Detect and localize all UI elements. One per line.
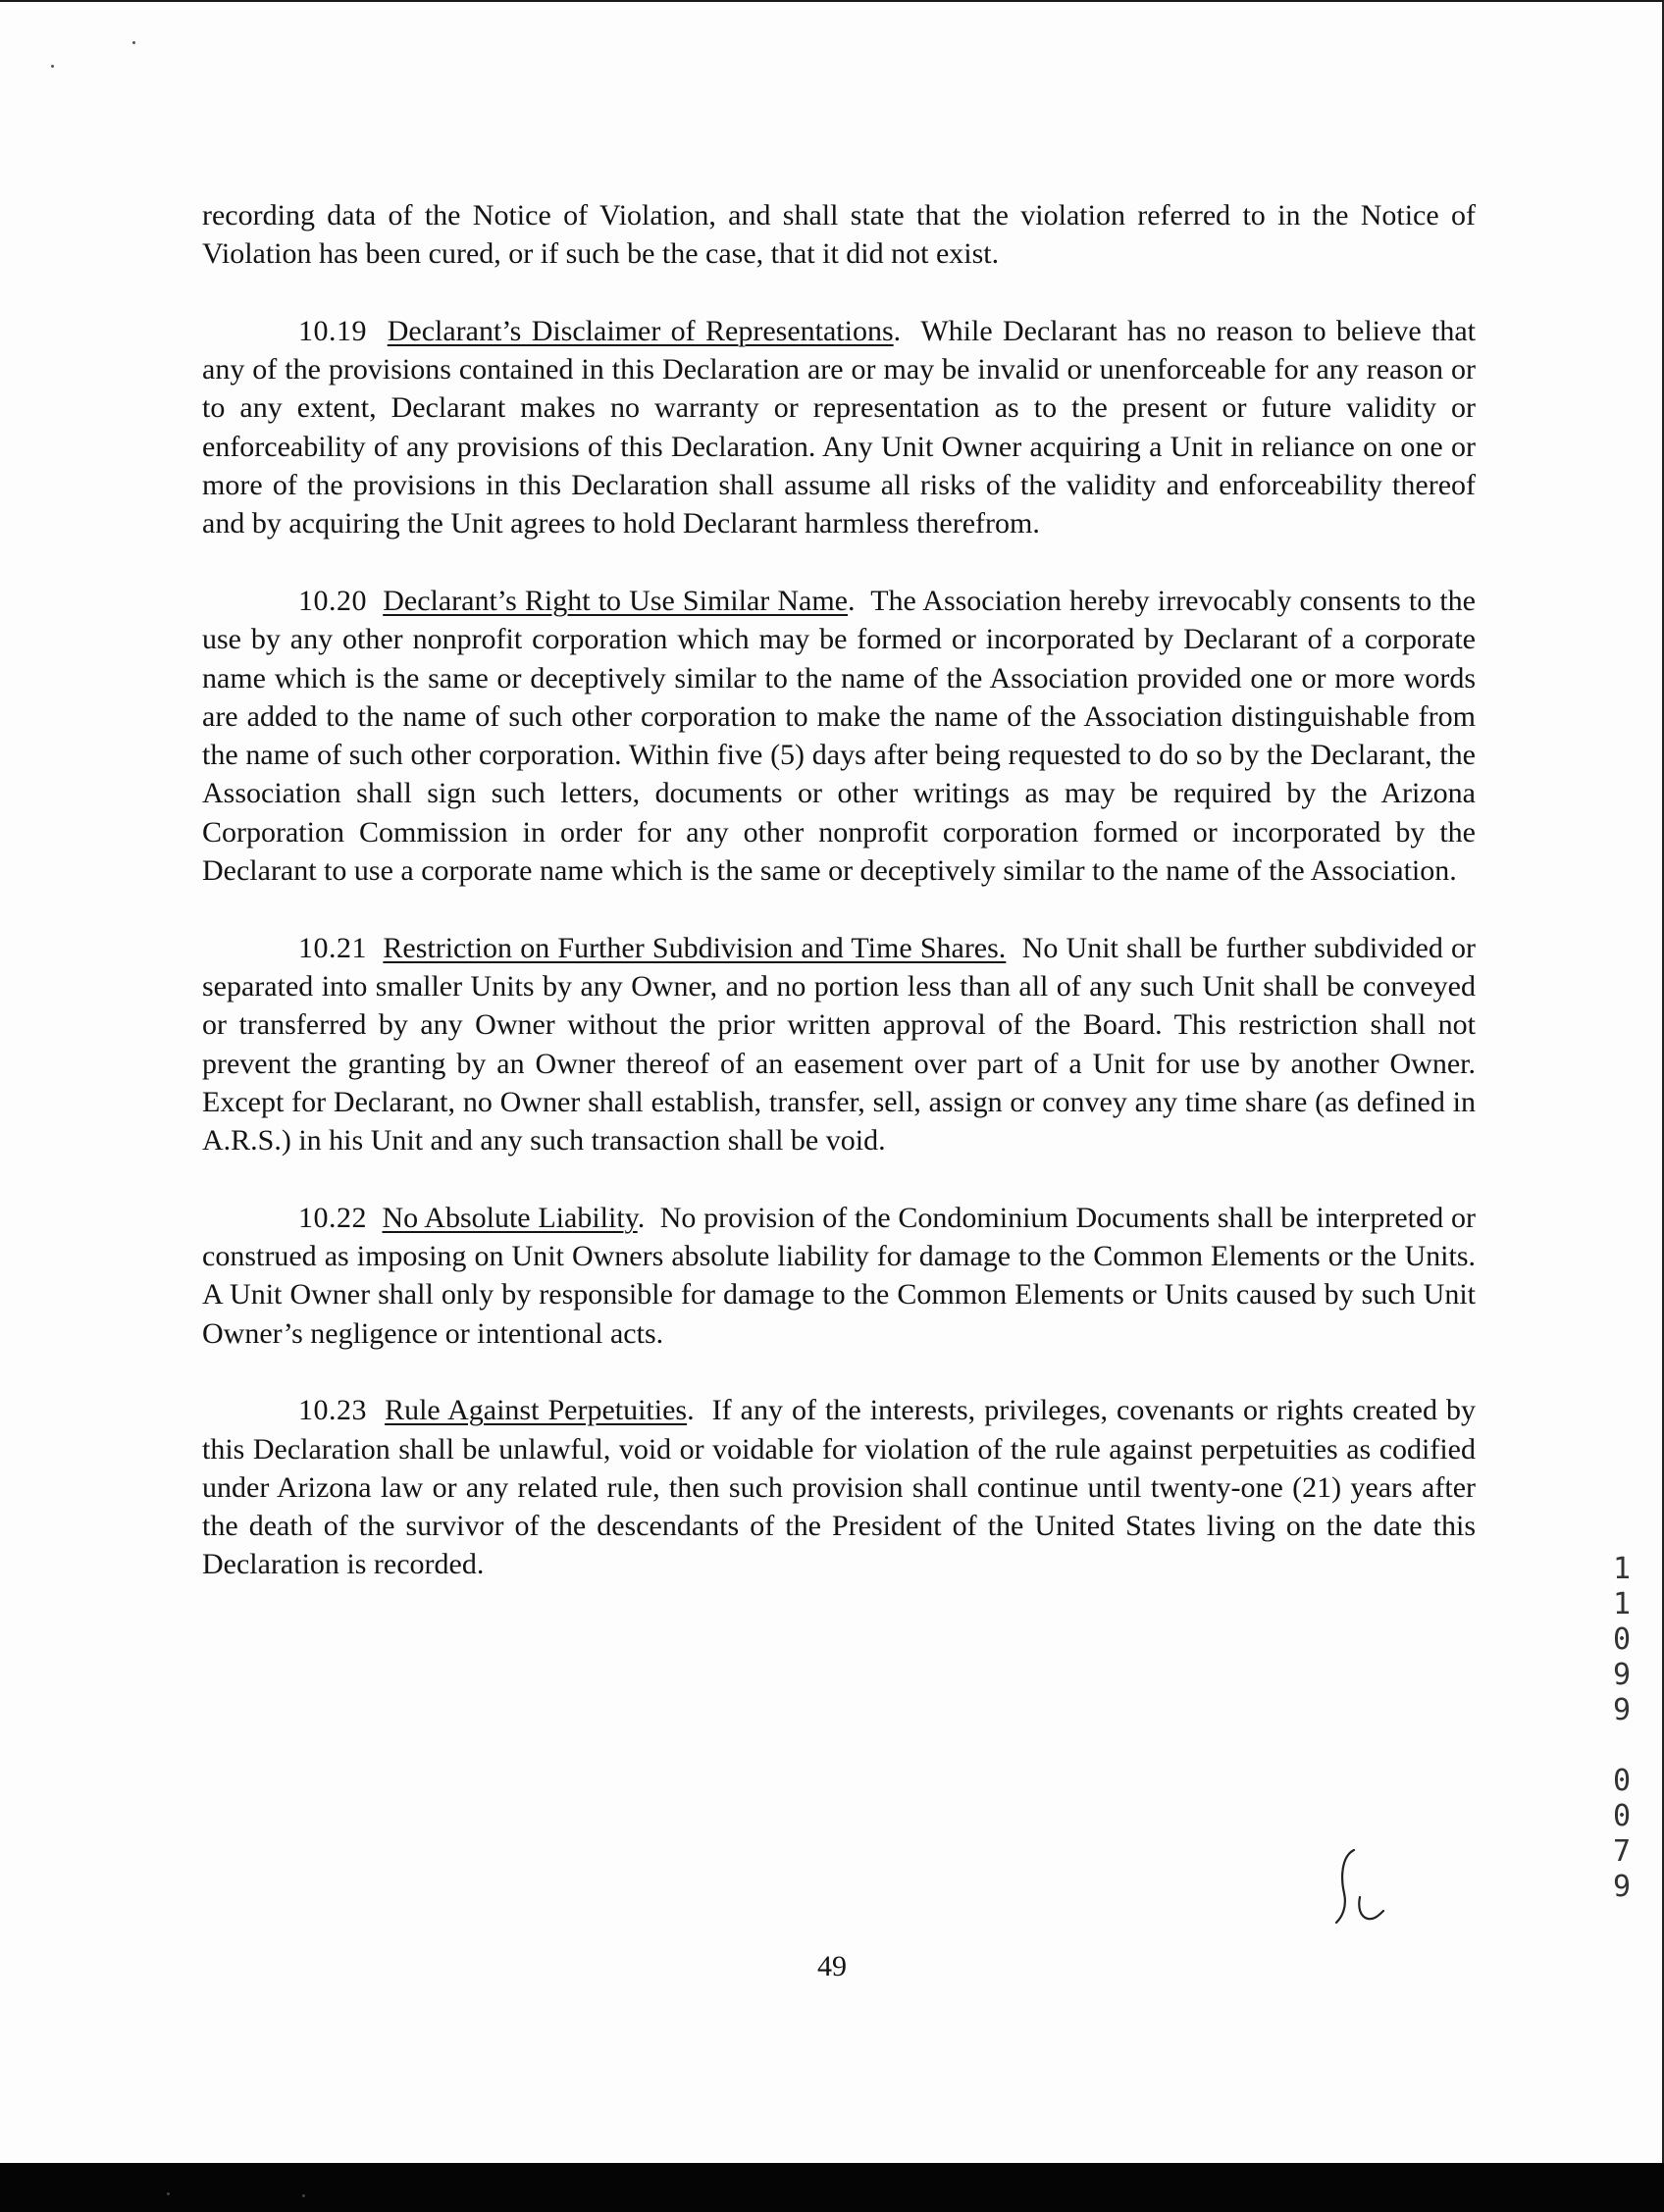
- section-heading-punct: .: [687, 1394, 695, 1427]
- scan-speck: [167, 2192, 170, 2195]
- section-number: 10.22: [298, 1201, 367, 1234]
- section-heading: Declarant’s Right to Use Similar Name: [383, 584, 848, 617]
- page-number: 49: [817, 1950, 847, 1982]
- section-body: No Unit shall be further subdivided or separated into smaller Units by any Owner, and no portion less than all of any such Unit shall be conveyed or transferred by any Owner without the prior written approval of the Board. This restriction shall not prevent the granting by an Owner thereof of an easement over part of a Unit for use by another Owner. Except for Declarant, no Owner shall establish, transfer, sell, assign or convey any time share (as defined in A.R.S.) in his Unit and any such transaction shall be void.: [202, 931, 1477, 1157]
- section-10-21: [202, 929, 1476, 1160]
- section-body: No provision of the Condominium Documents shall be interpreted or construed as imposing on Unit Owners absolute liability for damage to the Common Elements or the Units. A Unit Owner shall only by responsible for damage to the Common Elements or Units caused by such Unit Owner’s negligence or intentional acts.: [202, 1201, 1477, 1350]
- section-heading-punct: .: [637, 1201, 646, 1234]
- document-body: [202, 196, 1476, 1584]
- section-10-20: [202, 582, 1476, 890]
- stamp-digit: 1: [1612, 1552, 1632, 1586]
- section-heading: No Absolute Liability: [382, 1201, 638, 1234]
- section-heading: Restriction on Further Subdivision and Time Shares.: [383, 931, 1007, 964]
- stamp-digit: 7: [1612, 1834, 1632, 1869]
- recording-number-stamp: [1607, 1552, 1637, 1905]
- section-heading-punct: .: [893, 314, 902, 347]
- section-10-22: [202, 1199, 1476, 1353]
- section-number: 10.19: [298, 314, 367, 347]
- stamp-digit: 0: [1612, 1799, 1632, 1833]
- stamp-digit: 9: [1612, 1870, 1632, 1904]
- section-heading: Rule Against Perpetuities: [385, 1394, 688, 1427]
- section-heading-punct: .: [848, 584, 856, 617]
- section-number: 10.20: [298, 584, 367, 617]
- stamp-digit: 1: [1612, 1587, 1632, 1621]
- scan-speck: [132, 41, 135, 44]
- section-10-19: [202, 312, 1476, 543]
- section-body: The Association hereby irrevocably consents to the use by any other nonprofit corporation which may be formed or incorporated by Declarant of a corporate name which is the same or deceptively similar to the name of the Association provided one or more words are added to the name of such other corporation to make the name of the Association distinguishable from the name of such other corporation. Within five (5) days after being requested to do so by the Declarant, the Association shall sign such letters, documents or other writings as may be required by the Arizona Corporation Commission in order for any other nonprofit corporation formed or incorporated by the Declarant to use a corporate name which is the same or deceptively similar to the name of the Association.: [202, 584, 1476, 888]
- section-10-23: [202, 1391, 1476, 1583]
- scan-speck: [51, 65, 54, 68]
- section-body: While Declarant has no reason to believe that any of the provisions contained in this Declaration are or may be invalid or unenforceable for any reason or to any extent, Declarant makes no warranty or representation as to the present or future validity or enforceability of any provisions of this Declaration. Any Unit Owner acquiring a Unit in reliance on one or more of the provisions in this Declaration shall assume all risks of the validity and enforceability thereof and by acquiring the Unit agrees to hold Declarant harmless therefrom.: [202, 314, 1476, 540]
- section-number: 10.23: [298, 1394, 367, 1427]
- stamp-digit: 0: [1612, 1764, 1632, 1798]
- stamp-digit: 9: [1612, 1658, 1632, 1692]
- continuation-paragraph: recording data of the Notice of Violation, and shall state that the violation referred to in the Notice of Violation has been cured, or if such be the case, that it did not exist.: [202, 199, 1476, 271]
- stamp-digit: 9: [1612, 1693, 1632, 1727]
- stamp-digit: 0: [1612, 1622, 1632, 1657]
- section-number: 10.21: [298, 931, 367, 964]
- stamp-gap: [1607, 1728, 1637, 1764]
- section-body: If any of the interests, privileges, covenants or rights created by this Declaration shall be unlawful, void or voidable for violation of the rule against perpetuities as codified under Arizona law or any related rule, then such provision shall continue until twenty-one (21) years after the death of the survivor of the descendants of the President of the United States living on the date this Declaration is recorded.: [202, 1394, 1477, 1581]
- section-heading: Declarant’s Disclaimer of Representations: [387, 314, 894, 347]
- handwritten-initials: [1315, 1846, 1423, 1934]
- scan-border: [0, 2163, 1664, 2212]
- scan-speck: [302, 2194, 305, 2197]
